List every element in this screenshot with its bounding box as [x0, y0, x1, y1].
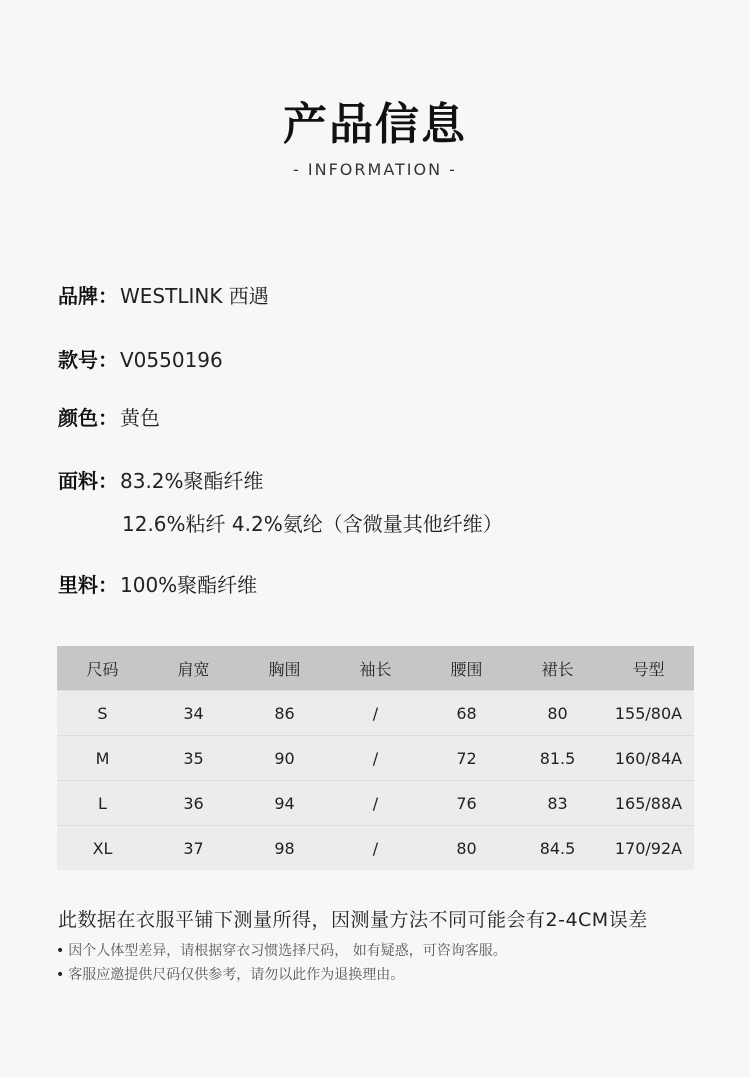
table-cell: S [57, 691, 148, 736]
fabric-value-continued: 12.6%粘纤 4.2%氨纶（含微量其他纤维） [122, 512, 503, 536]
note-item [56, 940, 507, 960]
table-cell: L [57, 781, 148, 826]
header-cell: 裙长 [512, 646, 603, 691]
table-cell: 170/92A [603, 826, 694, 871]
table-row [57, 826, 694, 871]
page-subtitle: - INFORMATION - [293, 160, 457, 179]
table-cell: 81.5 [512, 736, 603, 781]
table-cell: / [330, 691, 421, 736]
lining-label: 里料： [58, 573, 118, 597]
style-no-value: V0550196 [120, 348, 223, 372]
header-cell: 袖长 [330, 646, 421, 691]
measurement-note: 此数据在衣服平铺下测量所得，因测量方法不同可能会有2-4CM误差 [58, 909, 648, 931]
fabric-row [58, 465, 264, 494]
table-cell: 34 [148, 691, 239, 736]
table-cell: M [57, 736, 148, 781]
brand-value: WESTLINK 西遇 [120, 284, 269, 308]
table-cell: / [330, 781, 421, 826]
brand-row [58, 280, 269, 309]
table-cell: 68 [421, 691, 512, 736]
table-cell: 72 [421, 736, 512, 781]
table-cell: 37 [148, 826, 239, 871]
bullet-icon: • [56, 967, 65, 983]
size-table [57, 646, 694, 870]
table-cell: 160/84A [603, 736, 694, 781]
note-text: 客服应邀提供尺码仅供参考，请勿以此作为退换理由。 [68, 967, 405, 983]
color-label: 颜色： [58, 406, 118, 430]
header-cell: 尺码 [57, 646, 148, 691]
table-cell: 76 [421, 781, 512, 826]
brand-label: 品牌： [58, 284, 118, 308]
table-cell: 83 [512, 781, 603, 826]
table-cell: 86 [239, 691, 330, 736]
page-title: 产品信息 [283, 99, 467, 150]
lining-value: 100%聚酯纤维 [120, 573, 258, 597]
table-row [57, 781, 694, 826]
table-cell: 165/88A [603, 781, 694, 826]
header-cell: 胸围 [239, 646, 330, 691]
color-value: 黄色 [120, 406, 160, 430]
table-cell: 155/80A [603, 691, 694, 736]
table-row [57, 691, 694, 736]
table-cell: 84.5 [512, 826, 603, 871]
header-cell: 腰围 [421, 646, 512, 691]
fabric-label: 面料： [58, 469, 118, 493]
table-cell: XL [57, 826, 148, 871]
table-cell: 94 [239, 781, 330, 826]
table-cell: 98 [239, 826, 330, 871]
header-cell: 号型 [603, 646, 694, 691]
table-cell: 90 [239, 736, 330, 781]
header-cell: 肩宽 [148, 646, 239, 691]
style-no-row [58, 344, 223, 373]
fabric-value: 83.2%聚酯纤维 [120, 469, 264, 493]
color-row [58, 402, 160, 431]
lining-row [58, 569, 257, 598]
table-cell: 36 [148, 781, 239, 826]
style-no-label: 款号： [58, 348, 118, 372]
size-table-header [57, 646, 694, 691]
table-cell: 80 [512, 691, 603, 736]
note-item [56, 964, 404, 984]
bullet-icon: • [56, 943, 65, 959]
note-text: 因个人体型差异，请根据穿衣习惯选择尺码， 如有疑惑，可咨询客服。 [68, 943, 507, 959]
table-cell: 80 [421, 826, 512, 871]
table-row [57, 736, 694, 781]
table-cell: 35 [148, 736, 239, 781]
table-cell: / [330, 826, 421, 871]
table-cell: / [330, 736, 421, 781]
